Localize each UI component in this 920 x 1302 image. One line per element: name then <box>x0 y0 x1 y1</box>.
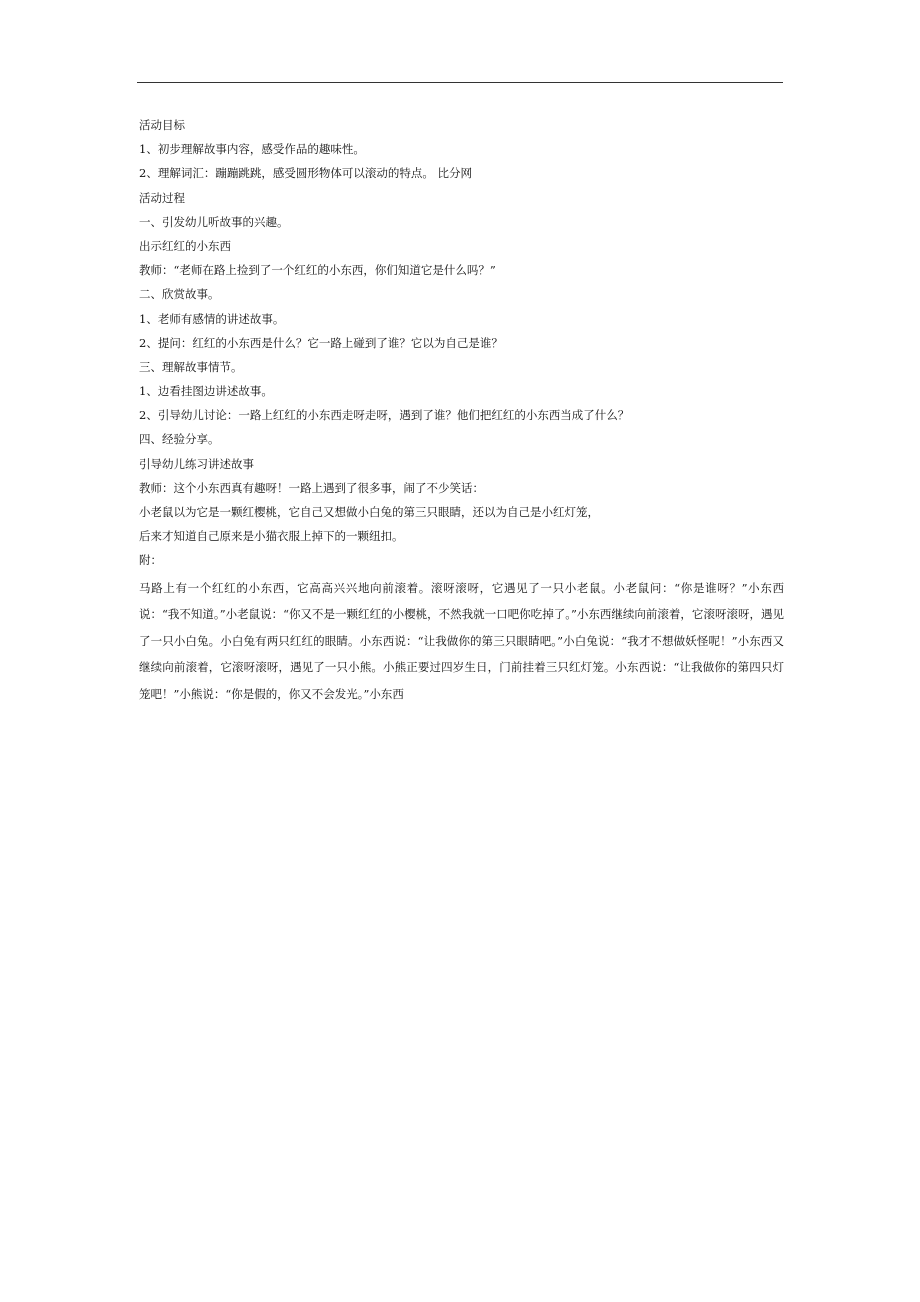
step-heading-1: 一、引发幼儿听故事的兴趣。 <box>139 214 289 229</box>
story-paragraph: 马路上有一个红红的小东西，它高高兴兴地向前滚着。滚呀滚呀，它遇见了一只小老鼠。小老鼠问：“你是谁呀？”小东西说：“我不知道。”小老鼠说：“你又不是一颗红红的小樱桃，不然我就一口吧你吃掉了。”小东西继续向前滚着，它滚呀滚呀，遇见了一只小白兔。小白兔有两只红红的眼睛。小东西说：“让我做你的第三只眼睛吧。”小白兔说：“我才不想做妖怪呢！”小东西又继续向前滚着，它滚呀滚呀，遇见了一只小熊。小熊正要过四岁生日，门前挂着三只红灯笼。小东西说：“让我做你的第四只灯笼吧！”小熊说：“你是假的，你又不会发光。”小东西 <box>139 580 784 701</box>
step-heading-2: 二、欣赏故事。 <box>139 287 220 302</box>
section-heading-goals: 活动目标 <box>139 118 185 132</box>
step-heading-3: 三、理解故事情节。 <box>139 359 243 374</box>
goal-item-2: 2、理解词汇：蹦蹦跳跳，感受圆形物体可以滚动的特点。 比分网 <box>139 166 472 181</box>
section-heading-process: 活动过程 <box>139 190 185 205</box>
appendix-label: 附： <box>139 553 162 568</box>
step-item: 1、边看挂图边讲述故事。 <box>139 384 273 399</box>
step-heading-4: 四、经验分享。 <box>139 432 220 447</box>
step-text: 小老鼠以为它是一颗红樱桃，它自己又想做小白兔的第三只眼睛，还以为自己是小红灯笼， <box>139 505 599 519</box>
step-item: 1、老师有感情的讲述故事。 <box>139 311 285 326</box>
goal-item-1: 1、初步理解故事内容，感受作品的趣味性。 <box>139 142 365 157</box>
teacher-speech: 教师：“老师在路上捡到了一个红红的小东西，你们知道它是什么吗？” <box>139 263 496 278</box>
step-item: 2、引导幼儿讨论：一路上红红的小东西走呀走呀，遇到了谁？他们把红红的小东西当成了什么？ <box>139 408 630 423</box>
step-text: 后来才知道自己原来是小猫衣服上掉下的一颗纽扣。 <box>139 529 404 544</box>
step-text: 引导幼儿练习讲述故事 <box>139 456 254 471</box>
header-rule <box>137 82 783 83</box>
step-text: 出示红红的小东西 <box>139 238 231 253</box>
document-body <box>139 113 784 707</box>
teacher-speech: 教师：这个小东西真有趣呀！一路上遇到了很多事，闹了不少笑话： <box>139 480 484 495</box>
step-item: 2、提问：红红的小东西是什么？它一路上碰到了谁？它以为自己是谁？ <box>139 335 503 350</box>
